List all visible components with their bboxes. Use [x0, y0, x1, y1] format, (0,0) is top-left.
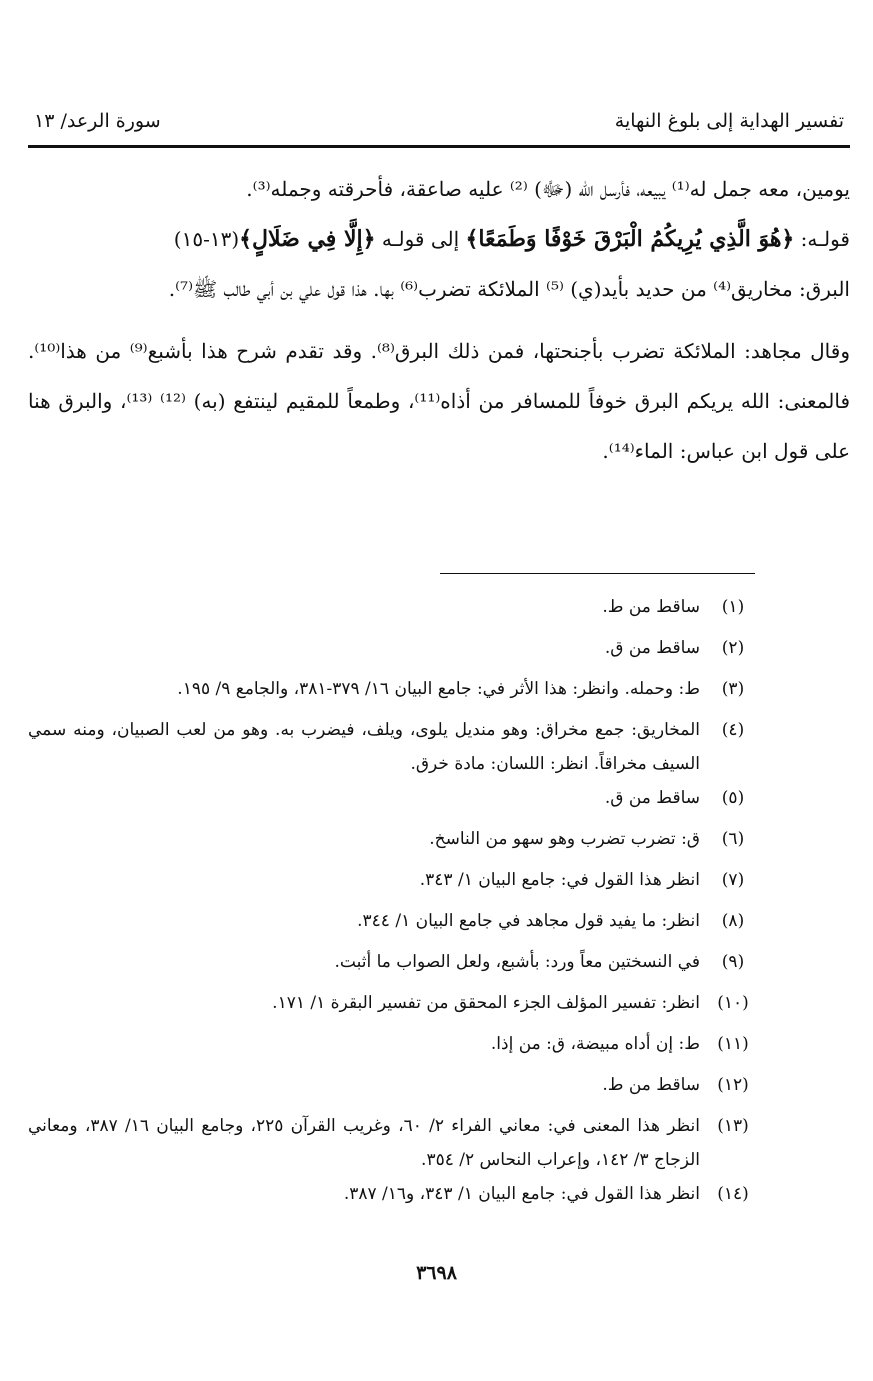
footnote-text: ساقط من ق.	[604, 638, 700, 658]
footnote-number: (١٤)	[717, 1184, 749, 1204]
footnote-item	[28, 781, 758, 822]
page-number: ٣٦٩٨	[416, 1262, 457, 1284]
footnote-item	[28, 1109, 758, 1177]
book-title: تفسير الهداية إلى بلوغ النهاية	[614, 110, 844, 132]
footnote-item	[28, 672, 758, 713]
footnote-item	[28, 986, 758, 1027]
footnote-text: ط: وحمله. وانظر: هذا الأثر في: جامع البيان ١٦/ ٣٧٩-٣٨١، والجامع ٩/ ١٩٥.	[177, 679, 700, 699]
verse-range: (١٣-١٥)	[173, 227, 240, 251]
footnote-text: انظر هذا المعنى في: معاني الفراء ٢/ ٦٠، وغريب القرآن ٢٢٥، وجامع البيان ١٦/ ٣٨٧، ومعاني الزجاج ٣/ ١٤٢، وإعراب النحاس ٢/ ٣٥٤.	[28, 1116, 700, 1170]
footnote-text: ساقط من ط.	[602, 1075, 700, 1095]
footnote-number: (٦)	[721, 829, 745, 849]
footnote-number: (٢)	[721, 638, 745, 658]
footnote-text: ساقط من ط.	[602, 597, 700, 617]
paragraph-2	[28, 214, 850, 264]
footnote-item	[28, 945, 758, 986]
footnote-text: في النسختين معاً ورد: بأشبع، ولعل الصواب ما أثبت.	[334, 952, 700, 972]
footnote-number: (١٣)	[717, 1116, 749, 1136]
footnote-number: (١١)	[717, 1034, 749, 1054]
footnote-text: انظر: ما يفيد قول مجاهد في جامع البيان ١/ ٣٤٤.	[357, 911, 700, 931]
paragraph-3: البرق: مخاريق⁽⁴⁾ من حديد بأيد(ي) ⁽⁵⁾ الملائكة تضرب⁽⁶⁾ بها. هذا قول علي بن أبي طالب ﷺ⁽⁷⁾.	[168, 277, 850, 301]
footnote-number: (٨)	[721, 911, 745, 931]
quran-verse-1: ﴿هُوَ الَّذِي يُرِيكُمُ الْبَرْقَ خَوْفًا وَطَمَعًا﴾	[465, 226, 795, 252]
footnote-item	[28, 631, 758, 672]
footnote-number: (٧)	[721, 870, 745, 890]
footnotes	[28, 590, 758, 1218]
footnote-number: (٩)	[721, 952, 745, 972]
footnote-number: (١)	[721, 597, 745, 617]
surah-title: سورة الرعد/ ١٣	[34, 110, 161, 132]
header-rule	[28, 145, 850, 148]
paragraph-1: يومين، معه جمل له⁽¹⁾ يبيعه، فأرسل الله (ﷻ) ⁽²⁾ عليه صاعقة، فأحرقته وجمله⁽³⁾.	[246, 177, 850, 201]
footnote-text: انظر هذا القول في: جامع البيان ١/ ٣٤٣، و١٦/ ٣٨٧.	[343, 1184, 700, 1204]
footnote-number: (٣)	[721, 679, 745, 699]
footnote-number: (٤)	[721, 720, 745, 740]
footnote-item	[28, 1027, 758, 1068]
footnote-text: انظر: تفسير المؤلف الجزء المحقق من تفسير البقرة ١/ ١٧١.	[272, 993, 700, 1013]
footnote-text: ط: إن أداه مبيضة، ق: من إذا.	[490, 1034, 700, 1054]
footnote-separator	[440, 573, 755, 574]
main-text	[28, 164, 850, 476]
running-header	[28, 104, 850, 144]
footnote-text: انظر هذا القول في: جامع البيان ١/ ٣٤٣.	[419, 870, 700, 890]
footnote-item	[28, 713, 758, 781]
footnote-item	[28, 590, 758, 631]
footnote-text: ساقط من ق.	[604, 788, 700, 808]
footnote-item	[28, 1068, 758, 1109]
footnote-item	[28, 863, 758, 904]
footnote-number: (١٠)	[717, 993, 749, 1013]
quote-intro: قولـه:	[794, 227, 850, 251]
paragraph-4: وقال مجاهد: الملائكة تضرب بأجنحتها، فمن ذلك البرق⁽⁸⁾. وقد تقدم شرح هذا بأشبع⁽⁹⁾ من هذا⁽¹⁰⁾. فالمعنى: الله يريكم البرق خوفاً للمسافر من أذاه⁽¹¹⁾، وطمعاً للمقيم لينتفع (به) ⁽¹²⁾ ⁽¹³⁾، والبرق هنا على قول ابن عباس: الماء⁽¹⁴⁾.	[28, 339, 851, 463]
footnote-text: ق: تضرب تضرب وهو سهو من الناسخ.	[429, 829, 700, 849]
footnote-number: (١٢)	[717, 1075, 749, 1095]
footnote-number: (٥)	[721, 788, 745, 808]
quran-verse-2: ﴿إِلَّا فِي ضَلَالٍ﴾	[239, 226, 376, 252]
footnote-item	[28, 822, 758, 863]
quote-connector: إلى قولـه	[375, 227, 466, 251]
footnote-text: المخاريق: جمع مخراق: وهو منديل يلوى، ويلف، فيضرب به. وهو من لعب الصبيان، ومنه سمي السيف مخراقاً. انظر: اللسان: مادة خرق.	[28, 720, 700, 774]
footnote-item	[28, 904, 758, 945]
footnote-item	[28, 1177, 758, 1218]
